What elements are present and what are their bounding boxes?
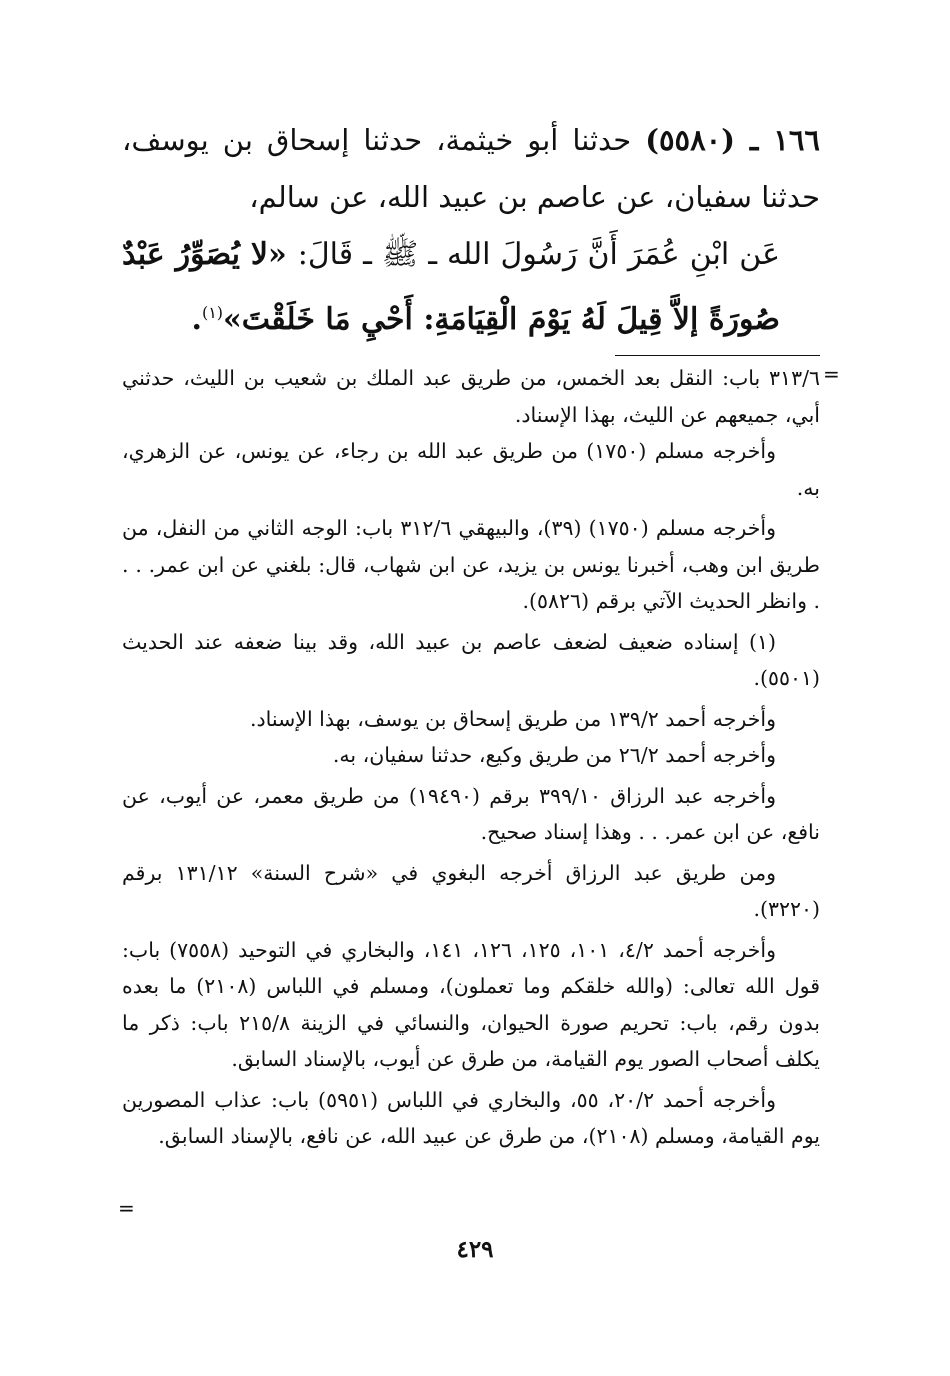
hadith-matn-intro: عَن ابْنِ عُمَرَ أَنَّ رَسُولَ الله ـ ﷺ ـ قَالَ:: [297, 237, 780, 272]
footnote-paragraph: وأخرجه أحمد ٢٦/٢ من طريق وكيع، حدثنا سفيان، به.: [332, 743, 776, 767]
footnote-divider: [615, 355, 820, 356]
footnote-paragraph: وأخرجه أحمد ٢٠/٢، ٥٥، والبخاري في اللباس (٥٩٥١) باب: عذاب المصورين يوم القيامة، ومسلم (٢١٠٨)، من طرق عن عبيد الله، عن نافع، بالإسناد السابق.: [122, 1087, 820, 1148]
footnote-paragraph: ومن طريق عبد الرزاق أخرجه البغوي في «شرح السنة» ١٣١/١٢ برقم (٣٢٢٠).: [122, 860, 820, 921]
continuation-mark-top: =: [823, 362, 840, 386]
footnote-paragraph: (١) إسناده ضعيف لضعف عاصم بن عبيد الله، وقد بينا ضعفه عند الحديث (٥٥٠١).: [122, 629, 820, 690]
hadith-matn-paragraph: [122, 226, 820, 349]
hadith-end-mark: .: [191, 302, 202, 337]
page-number: ٤٢٩: [456, 1236, 494, 1263]
continuation-mark-bottom: =: [118, 1196, 135, 1220]
hadith-isnad: حدثنا أبو خيثمة، حدثنا إسحاق بن يوسف، حدثنا سفيان، عن عاصم بن عبيد الله، عن سالم،: [122, 123, 820, 214]
page-content: [122, 112, 820, 1155]
footnote-paragraph: وأخرجه أحمد ١٣٩/٢ من طريق إسحاق بن يوسف، بهذا الإسناد.: [250, 706, 776, 731]
footnote-paragraph: ٣١٣/٦ باب: النقل بعد الخمس، من طريق عبد الملك بن شعيب بن الليث، حدثني أبي، جميعهم عن الليث، بهذا الإسناد.: [122, 366, 820, 427]
footnote-paragraph: وأخرجه أحمد ٤/٢، ١٠١، ١٢٥، ١٢٦، ١٤١، والبخاري في التوحيد (٧٥٥٨) باب: قول الله تعالى: (والله خلقكم وما تعملون)، ومسلم في اللباس (٢١٠٨) ما بعده بدون رقم، باب: تحريم صورة الحيوان، والنسائي في الزينة ٢١٥/٨ باب: ذكر ما يكلف أصحاب الصور يوم القيامة، من طرق عن أيوب، بالإسناد السابق.: [122, 937, 820, 1071]
footnotes: [122, 360, 820, 1155]
footnote-ref: (١): [201, 303, 224, 322]
footnote-paragraph: وأخرجه عبد الرزاق ٣٩٩/١٠ برقم (١٩٤٩٠) من طريق معمر، عن أيوب، عن نافع، عن ابن عمر. . . وهذا إسناد صحيح.: [122, 783, 820, 844]
hadith-isnad-paragraph: [122, 112, 820, 226]
hadith-matn: «لا يُصَوِّرُ عَبْدٌ صُورَةً إلاَّ قِيلَ لَهُ يَوْمَ الْقِيَامَةِ: أَحْيِ مَا خَلَقْتَ»: [122, 237, 780, 337]
hadith-number: ١٦٦ ـ (٥٥٨٠): [645, 123, 820, 157]
footnote-paragraph: وأخرجه مسلم (١٧٥٠) من طريق عبد الله بن رجاء، عن يونس، عن الزهري، به.: [122, 439, 820, 500]
footnote-paragraph: وأخرجه مسلم (١٧٥٠) (٣٩)، والبيهقي ٣١٢/٦ باب: الوجه الثاني من النفل، من طريق ابن وهب، أخبرنا يونس بن يزيد، عن ابن شهاب، قال: بلغني عن ابن عمر. . . . وانظر الحديث الآتي برقم (٥٨٢٦).: [122, 516, 820, 613]
